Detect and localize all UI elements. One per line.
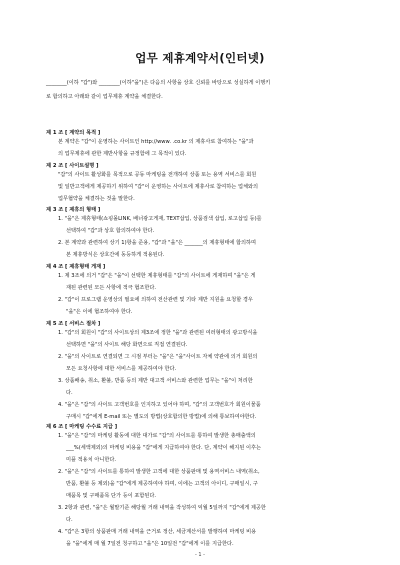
article-line: 본 계약은 "갑"이 운영하는 사이트인 http://www. .co.kr 의 제휴사로 참여하는 "을"과 [58, 139, 254, 145]
article-line: 구매시 "갑"에게 E-mail 또는 별도의 방법(상호합의한 방법)에 의해 통보하여야한다. [66, 414, 257, 420]
intro-paragraph [46, 76, 358, 104]
article-line: 을 "을"에게 매 월 7일전 청구하고 "을"은 10일전 "갑"에게 이를 지급한다. [66, 541, 234, 547]
article-line: 반품, 환불 등 제외)을 "갑"에게 제공하여야 하며, 이에는 고객의 아이디, 구매일시, 구 [66, 481, 258, 487]
article-line: 미플 적용치 아니한다. [66, 457, 117, 463]
article-heading: 제 3 조 [ 제휴의 형태 ] [46, 207, 101, 213]
intro-line: ________(이하 "갑")와 ________(이하"을")은 다음의 사항을 상호 신뢰를 바탕으로 성실하게 이행키 [46, 80, 271, 86]
article-line: 1. 제 3조에 의거 "갑"은 "을"이 선택한 제휴형태를 "갑"의 사이트에 게재하며 "을"은 게 [58, 273, 256, 279]
intro-line: 로 합의하고 아래와 같이 업무제휴 계약을 체결한다. [46, 94, 163, 100]
page-number: - 1 - [195, 552, 205, 558]
article-line: 본 제휴방식은 상호간에 동등하게 적용된다. [66, 252, 165, 258]
article-line: 3. 2항과 관련, "을"은 월말기준 해당월 거래 내역을 작성하여 익월 5일까지 "갑"에게 제공한 [58, 505, 266, 511]
article-line: 1. "을"은 제휴형태(쇼핑몰LINK, 배너광고게재, TEXT삽입, 상품검색 삽입, 로고삽입 등)를 [58, 216, 262, 222]
article-line: 2. 본 계약과 관련하여 상기 1)항을 준용, "갑"과 "을"은 _______의 제휴형태에 합의하며 [58, 240, 257, 246]
article-line: 업무협약을 체결하는 것을 말한다. [58, 196, 135, 202]
article-line: 1. "갑"의 회원이 "갑"의 사이트상의 제3조에 정한 "을"과 관련된 여러형태의 광고방식을 [58, 330, 258, 336]
article-line: 다. [66, 517, 73, 523]
article-line: 재된 관련된 모든 사항에 적극 협조한다. [66, 285, 157, 291]
article-line: 1. "을"은 "갑"의 마케팅 활동에 대한 대가로 "갑"의 사이트를 통하여 발생한 총매출액의 [58, 433, 256, 439]
article-line: 2. "을"은 "갑"의 사이트를 통하여 발생한 고객에 대한 상품판매 및 용역서비스 내역(취소, [58, 469, 260, 475]
article-heading: 제 5 조 [ 서비스 절차 ] [46, 321, 101, 327]
article-heading: 제 6 조 [ 마케팅 수수료 지급 ] [46, 424, 118, 430]
article-line: ___%(세액제외)의 마케팅 비용을 "갑"에게 지급하여야 한다. 단, 계약이 해지된 이후는 [66, 445, 262, 451]
article-line: 2. "갑"이 프로그램 운영상의 필요에 의하여 전산관련 및 기타 제반 지원을 요청할 경우 [58, 297, 253, 303]
article-line: "갑"의 사이트 활성화를 목적으로 공동 마케팅을 전개하여 상품 또는 용역 서비스를 회원 [58, 172, 257, 178]
article-line: 선택하여 "갑"과 상호 합의하여야 한다. [66, 228, 155, 234]
article-heading: 제 1 조 [ 계약의 목적 ] [46, 130, 101, 136]
article-line: 선택하면 "을"의 사이트 해당 화면으로 직접 연결된다. [66, 342, 188, 348]
article-heading: 제 4 조 [ 제휴형태 게재 ] [46, 264, 106, 270]
article-line: 다. [66, 390, 73, 396]
article-line: 모든 요청사항에 대한 서비스를 제공하여야 한다. [66, 366, 177, 372]
document-title: 업무 제휴계약서(인터넷) [135, 51, 265, 65]
article-line: 3. 상품배송, 취소, 환불, 반품 등의 제반 대고객 서비스와 관련한 업무는 "을"이 처리한 [58, 378, 253, 384]
article-line: 매품목 및 구매품목 단가 등이 포함된다. [66, 493, 157, 499]
article-line: 2. "을"의 사이트로 연결되면 그 시점 부터는 "을"은 "을"사이트 자체 약관에 의거 회원의 [58, 354, 258, 360]
article-line: 4. "을"은 "갑"의 사이트 고객번호를 인지하고 있어야 하며, "갑"의 고객번호가 회원이물품 [58, 402, 261, 408]
article-line: 및 일반고객에게 제공하기 위하여 "갑"이 운영하는 사이트에 제휴사로 참여하는 업체와의 [58, 184, 259, 190]
article-line: "을"은 이에 협조하여야 한다. [66, 309, 133, 315]
article-line: 4. "갑"은 3항의 상품판매 거래 내역을 근거로 정산, 세금계산서를 발행하여 마케팅 비용 [58, 529, 257, 535]
article-line: 의 업무제휴에 관한 제반사항을 규정함에 그 목적이 있다. [58, 151, 187, 157]
article-heading: 제 2 조 [ 사이트설명 ] [46, 163, 99, 169]
